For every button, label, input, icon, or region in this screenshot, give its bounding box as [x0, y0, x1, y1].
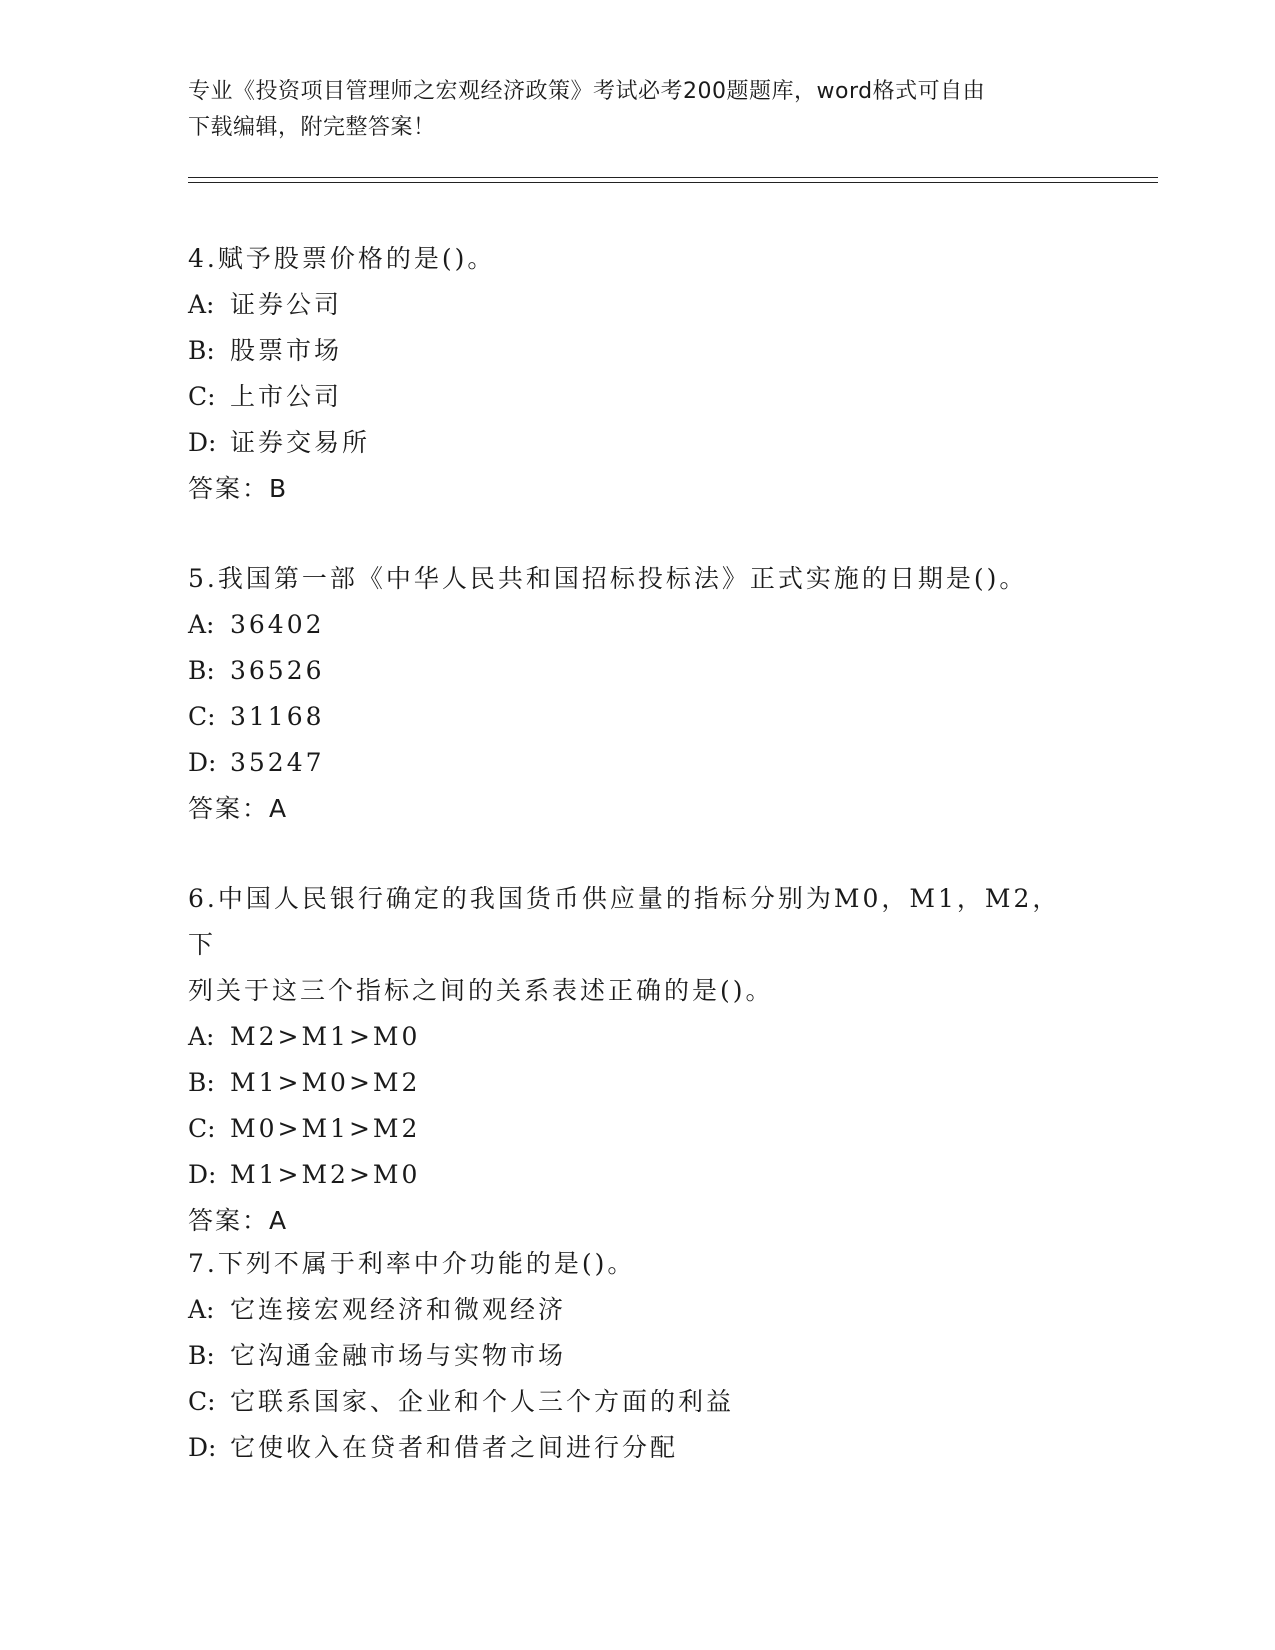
header-line-2: 下载编辑，附完整答案！ — [188, 115, 436, 140]
option-text: 股票市场 — [230, 336, 343, 365]
option-label: B: — [188, 1068, 215, 1097]
answer-value: A — [269, 1206, 287, 1235]
option-text: 它使收入在贷者和借者之间进行分配 — [230, 1433, 679, 1462]
option-text: 上市公司 — [230, 382, 343, 411]
option-text: 36526 — [230, 656, 325, 685]
option-text: 35247 — [230, 748, 325, 777]
option-label: C: — [188, 1387, 216, 1416]
option-text: 它沟通金融市场与实物市场 — [230, 1341, 567, 1370]
option-text: 它联系国家、企业和个人三个方面的利益 — [230, 1387, 735, 1416]
answer-key: 答案： — [188, 474, 270, 503]
option-a — [188, 282, 1088, 328]
option-label: A: — [188, 290, 215, 319]
question-5 — [188, 556, 1088, 832]
option-d — [188, 740, 1088, 786]
answer-key: 答案： — [188, 1206, 270, 1235]
option-a — [188, 1014, 1088, 1060]
option-text: M0>M1>M2 — [230, 1114, 421, 1143]
option-text: 36402 — [230, 610, 325, 639]
answer-line — [188, 466, 1088, 512]
option-d — [188, 1425, 1088, 1471]
question-stem: 7.下列不属于利率中介功能的是()。 — [188, 1249, 636, 1278]
option-label: B: — [188, 1341, 215, 1370]
question-stem-line-2: 列关于这三个指标之间的关系表述正确的是()。 — [188, 976, 774, 1005]
answer-line — [188, 1198, 1088, 1244]
header-line-1: 专业《投资项目管理师之宏观经济政策》考试必考200题题库，word格式可自由 — [188, 79, 986, 104]
option-label: C: — [188, 1114, 216, 1143]
header-divider-bottom — [188, 182, 1158, 183]
option-b — [188, 1060, 1088, 1106]
question-6 — [188, 876, 1088, 1244]
option-label: B: — [188, 336, 215, 365]
option-text: 证券公司 — [230, 290, 343, 319]
option-text: M2>M1>M0 — [230, 1022, 421, 1051]
option-c — [188, 694, 1088, 740]
question-7 — [188, 1241, 1088, 1471]
option-b — [188, 1333, 1088, 1379]
option-label: C: — [188, 702, 216, 731]
option-label: A: — [188, 1022, 215, 1051]
option-label: B: — [188, 656, 215, 685]
option-label: C: — [188, 382, 216, 411]
question-4 — [188, 236, 1088, 512]
option-label: D: — [188, 1433, 217, 1462]
header-divider-top — [188, 177, 1158, 178]
option-text: 31168 — [230, 702, 325, 731]
option-d — [188, 420, 1088, 466]
option-label: A: — [188, 1295, 215, 1324]
question-stem-line-1: 6.中国人民银行确定的我国货币供应量的指标分别为M0，M1，M2，下 — [188, 884, 1061, 959]
option-a — [188, 602, 1088, 648]
answer-key: 答案： — [188, 794, 270, 823]
option-c — [188, 1106, 1088, 1152]
option-text: 它连接宏观经济和微观经济 — [230, 1295, 567, 1324]
option-label: A: — [188, 610, 215, 639]
document-header — [188, 74, 1068, 146]
answer-line — [188, 786, 1088, 832]
option-a — [188, 1287, 1088, 1333]
question-stem: 4.赋予股票价格的是()。 — [188, 244, 496, 273]
option-text: M1>M0>M2 — [230, 1068, 421, 1097]
option-b — [188, 328, 1088, 374]
answer-value: B — [269, 474, 287, 503]
option-label: D: — [188, 428, 217, 457]
option-d — [188, 1152, 1088, 1198]
option-c — [188, 374, 1088, 420]
option-text: 证券交易所 — [230, 428, 371, 457]
question-stem: 5.我国第一部《中华人民共和国招标投标法》正式实施的日期是()。 — [188, 564, 1028, 593]
option-text: M1>M2>M0 — [230, 1160, 421, 1189]
option-b — [188, 648, 1088, 694]
option-label: D: — [188, 1160, 217, 1189]
option-label: D: — [188, 748, 217, 777]
option-c — [188, 1379, 1088, 1425]
answer-value: A — [269, 794, 287, 823]
